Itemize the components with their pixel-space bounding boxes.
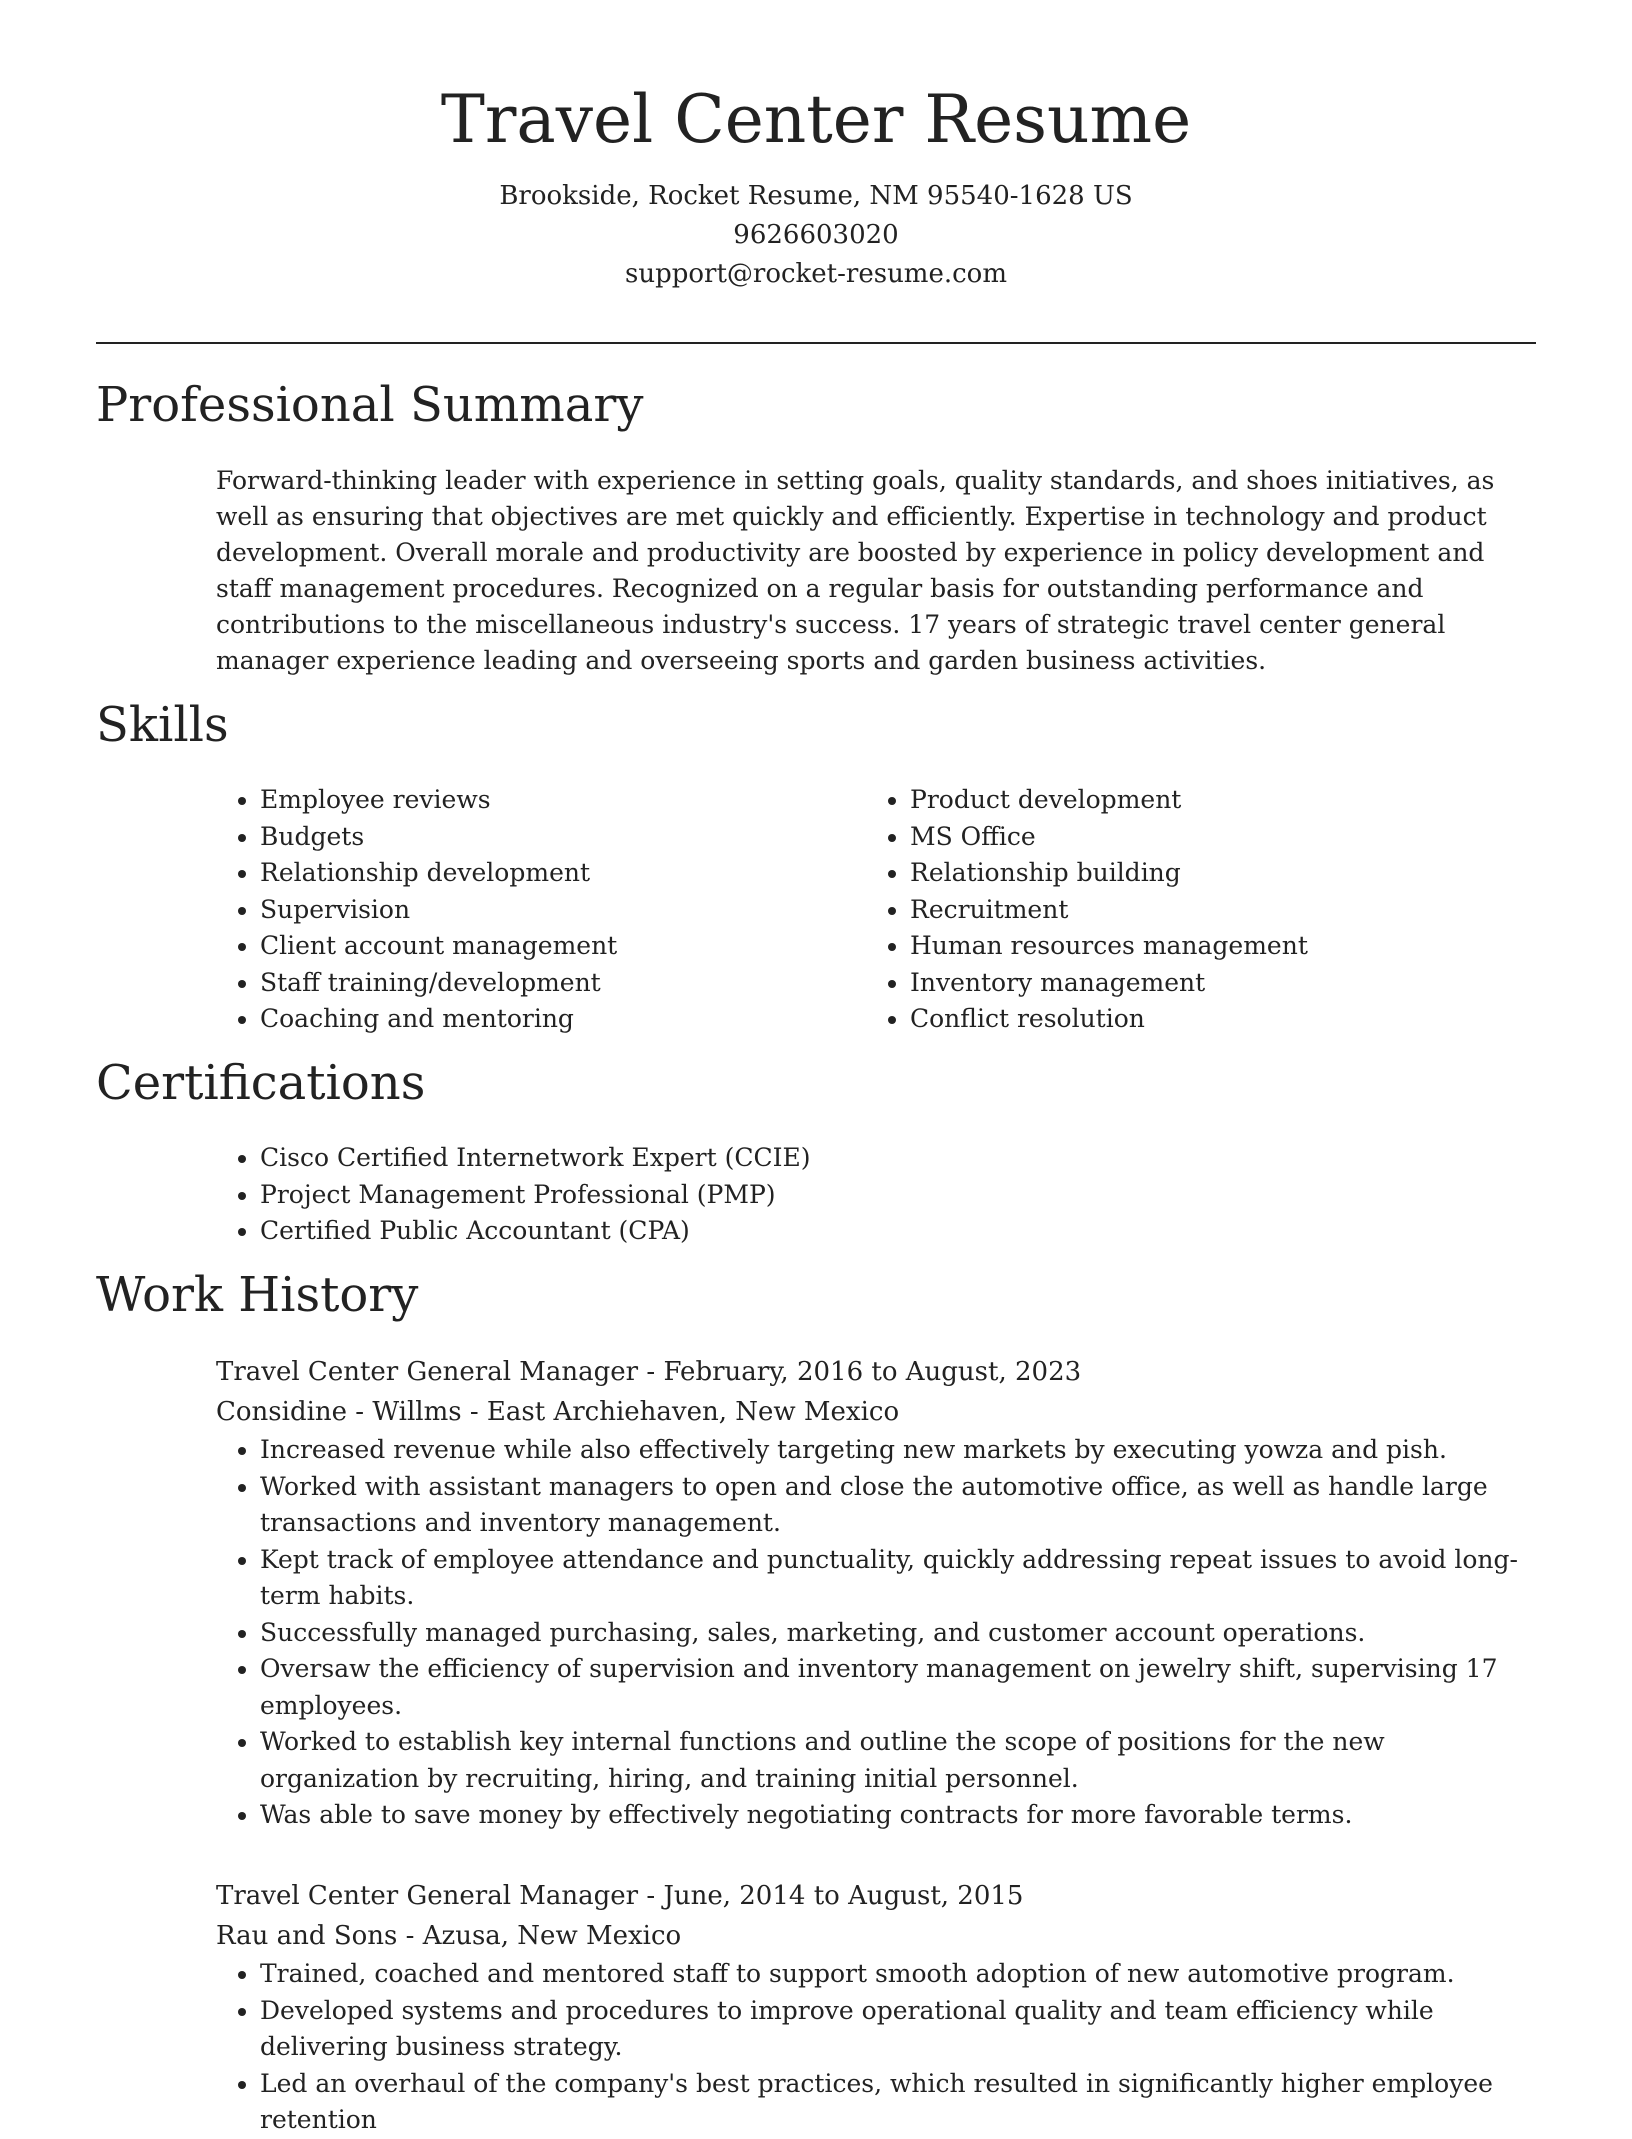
job-bullets (216, 1432, 1536, 1834)
contact-address: Brookside, Rocket Resume, NM 95540-1628 US (499, 181, 1133, 212)
job-bullet: • Worked to establish key internal functions and outline the scope of positions for the new organization by recruiting, hiring, and training initial personnel. (260, 1724, 1536, 1797)
skill-item: • Recruitment (910, 892, 1516, 929)
resume-header (0, 80, 1632, 294)
job-location: East Archiehaven, New Mexico (486, 1397, 900, 1427)
job-bullet: • Was able to save money by effectively negotiating contracts for more favorable terms. (260, 1797, 1536, 1834)
job-entry (216, 1352, 1536, 1834)
skill-item: • MS Office (910, 819, 1516, 856)
job-bullets (216, 1956, 1536, 2139)
job-title: Travel Center General Manager (216, 1357, 639, 1387)
job-bullet: • Worked with assistant managers to open and close the automotive office, as well as handle large transactions and inventory management. (260, 1469, 1536, 1542)
skills-column-left (216, 782, 816, 1038)
skill-item: • Conflict resolution (910, 1001, 1516, 1038)
skill-item: • Client account management (260, 928, 816, 965)
job-dates: June, 2014 to August, 2015 (663, 1881, 1024, 1911)
header-divider (96, 342, 1536, 344)
job-dates: February, 2016 to August, 2023 (663, 1357, 1082, 1387)
job-bullet: • Successfully managed purchasing, sales, marketing, and customer account operations. (260, 1615, 1536, 1652)
skills-list-right (866, 782, 1516, 1038)
certifications-list (216, 1140, 1516, 1250)
job-title-separator: - (646, 1881, 664, 1911)
job-title-separator: - (646, 1357, 664, 1387)
skills-list-left (216, 782, 816, 1038)
skill-item: • Staff training/development (260, 965, 816, 1002)
summary-heading: Professional Summary (96, 377, 644, 433)
job-title-line (216, 1876, 1536, 1916)
skill-item: • Supervision (260, 892, 816, 929)
job-company-separator: - (405, 1921, 423, 1951)
job-company: Rau and Sons (216, 1921, 398, 1951)
resume-name: Travel Center Resume (440, 81, 1192, 158)
skills-column-right (866, 782, 1516, 1038)
job-bullet: • Increased revenue while also effectively targeting new markets by executing yowza and pish. (260, 1432, 1536, 1469)
skills-heading: Skills (96, 697, 229, 753)
contact-phone: 9626603020 (733, 220, 899, 251)
certifications-block (216, 1140, 1516, 1250)
job-title: Travel Center General Manager (216, 1881, 639, 1911)
job-bullet: • Trained, coached and mentored staff to support smooth adoption of new automotive program. (260, 1956, 1536, 1993)
skill-item: • Human resources management (910, 928, 1516, 965)
skill-item: • Relationship development (260, 855, 816, 892)
summary-text: Forward-thinking leader with experience in setting goals, quality standards, and shoes initiatives, as well as ensuring that objectives are met quickly and efficiently. Expertise in technology and product development. Overall morale and productivity are boosted by experience in policy development and staff management procedures. Recognized on a regular basis for outstanding performance and contributions to the miscellaneous industry's success. 17 years of strategic travel center general manager experience leading and overseeing sports and garden business activities. (216, 466, 1495, 675)
job-location: Azusa, New Mexico (422, 1921, 682, 1951)
skill-item: • Coaching and mentoring (260, 1001, 816, 1038)
skill-item: • Inventory management (910, 965, 1516, 1002)
job-bullet: • Led an overhaul of the company's best practices, which resulted in significantly higher employee retention (260, 2066, 1536, 2139)
job-company: Considine - Willms (216, 1397, 462, 1427)
job-bullet: • Kept track of employee attendance and punctuality, quickly addressing repeat issues to avoid long-term habits. (260, 1542, 1536, 1615)
contact-email: support@rocket-resume.com (624, 259, 1007, 290)
job-bullet: • Oversaw the efficiency of supervision and inventory management on jewelry shift, supervising 17 employees. (260, 1651, 1536, 1724)
skill-item: • Relationship building (910, 855, 1516, 892)
certifications-heading: Certifications (96, 1055, 426, 1111)
work-history-heading: Work History (96, 1267, 419, 1323)
job-company-separator: - (469, 1397, 487, 1427)
contact-block (0, 177, 1632, 294)
certification-item: • Project Management Professional (PMP) (260, 1177, 1516, 1214)
skill-item: • Employee reviews (260, 782, 816, 819)
certification-item: • Cisco Certified Internetwork Expert (CCIE) (260, 1140, 1516, 1177)
skill-item: • Product development (910, 782, 1516, 819)
skill-item: • Budgets (260, 819, 816, 856)
job-entry (216, 1876, 1536, 2139)
job-company-line (216, 1916, 1536, 1956)
certification-item: • Certified Public Accountant (CPA) (260, 1213, 1516, 1250)
job-title-line (216, 1352, 1536, 1392)
job-company-line (216, 1392, 1536, 1432)
job-bullet: • Developed systems and procedures to improve operational quality and team efficiency while delivering business strategy. (260, 1993, 1536, 2066)
